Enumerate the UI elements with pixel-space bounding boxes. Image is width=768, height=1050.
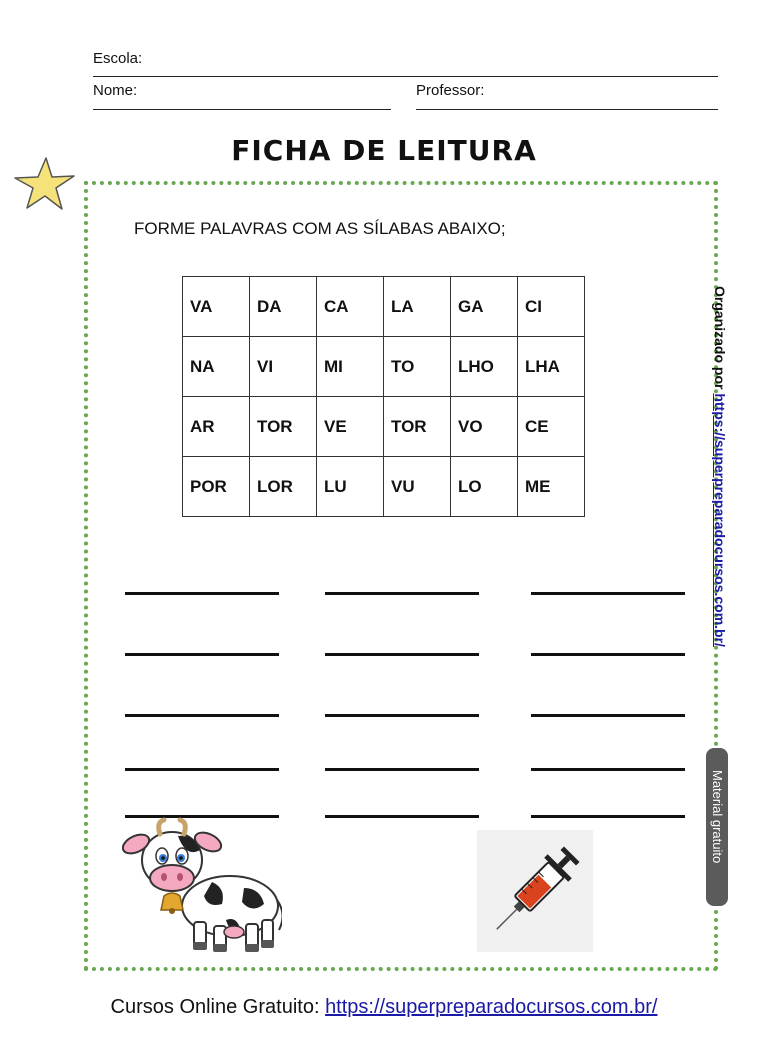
side-credit-label: Organizado por (712, 286, 728, 394)
answer-line (531, 768, 685, 771)
syllable-cell: TOR (384, 397, 451, 457)
side-credit (708, 286, 728, 686)
answer-line (325, 714, 479, 717)
answer-line (531, 653, 685, 656)
syllable-cell: DA (250, 277, 317, 337)
syllable-cell: LOR (250, 457, 317, 517)
school-line (93, 76, 718, 77)
syringe-illustration (477, 830, 593, 952)
answer-line (531, 592, 685, 595)
syllable-cell: LHO (451, 337, 518, 397)
syllable-cell: CE (518, 397, 585, 457)
footer (0, 996, 768, 1019)
side-credit-link[interactable]: https://superpreparadocursos.com.br/ (712, 393, 728, 647)
name-line (93, 109, 391, 110)
syllable-cell: POR (183, 457, 250, 517)
syllable-cell: AR (183, 397, 250, 457)
tab-label: Material gratuito (710, 770, 725, 864)
syllable-cell: VO (451, 397, 518, 457)
teacher-label: Professor: (416, 82, 485, 99)
instruction-text: FORME PALAVRAS COM AS SÍLABAS ABAIXO; (134, 219, 506, 238)
star-icon (12, 156, 76, 212)
answer-line (325, 815, 479, 818)
syllable-cell: VU (384, 457, 451, 517)
syllable-cell: LA (384, 277, 451, 337)
footer-link[interactable]: https://superpreparadocursos.com.br/ (325, 996, 658, 1018)
answer-line (531, 815, 685, 818)
name-label: Nome: (93, 82, 138, 99)
answer-line (325, 592, 479, 595)
page-title: FICHA DE LEITURA (231, 134, 537, 167)
syllable-cell: LHA (518, 337, 585, 397)
answer-line (125, 768, 279, 771)
syllable-cell: NA (183, 337, 250, 397)
syllable-table (182, 276, 585, 517)
syllable-cell: TO (384, 337, 451, 397)
cow-illustration (122, 816, 282, 954)
answer-line (125, 592, 279, 595)
school-label: Escola: (93, 50, 143, 67)
syllable-cell: GA (451, 277, 518, 337)
syllable-cell: MI (317, 337, 384, 397)
answer-line (125, 653, 279, 656)
syllable-cell: VE (317, 397, 384, 457)
syllable-cell: TOR (250, 397, 317, 457)
material-gratuito-tab (706, 748, 728, 906)
syllable-cell: CI (518, 277, 585, 337)
table-row (183, 277, 585, 337)
table-row (183, 397, 585, 457)
teacher-line (416, 109, 718, 110)
syllable-cell: LU (317, 457, 384, 517)
table-row (183, 337, 585, 397)
footer-label: Cursos Online Gratuito: (110, 996, 326, 1018)
answer-line (531, 714, 685, 717)
syllable-cell: VA (183, 277, 250, 337)
syllable-cell: CA (317, 277, 384, 337)
syllable-cell: ME (518, 457, 585, 517)
table-row (183, 457, 585, 517)
answer-line (325, 653, 479, 656)
answer-line (125, 714, 279, 717)
syllable-cell: VI (250, 337, 317, 397)
answer-line (325, 768, 479, 771)
syllable-cell: LO (451, 457, 518, 517)
